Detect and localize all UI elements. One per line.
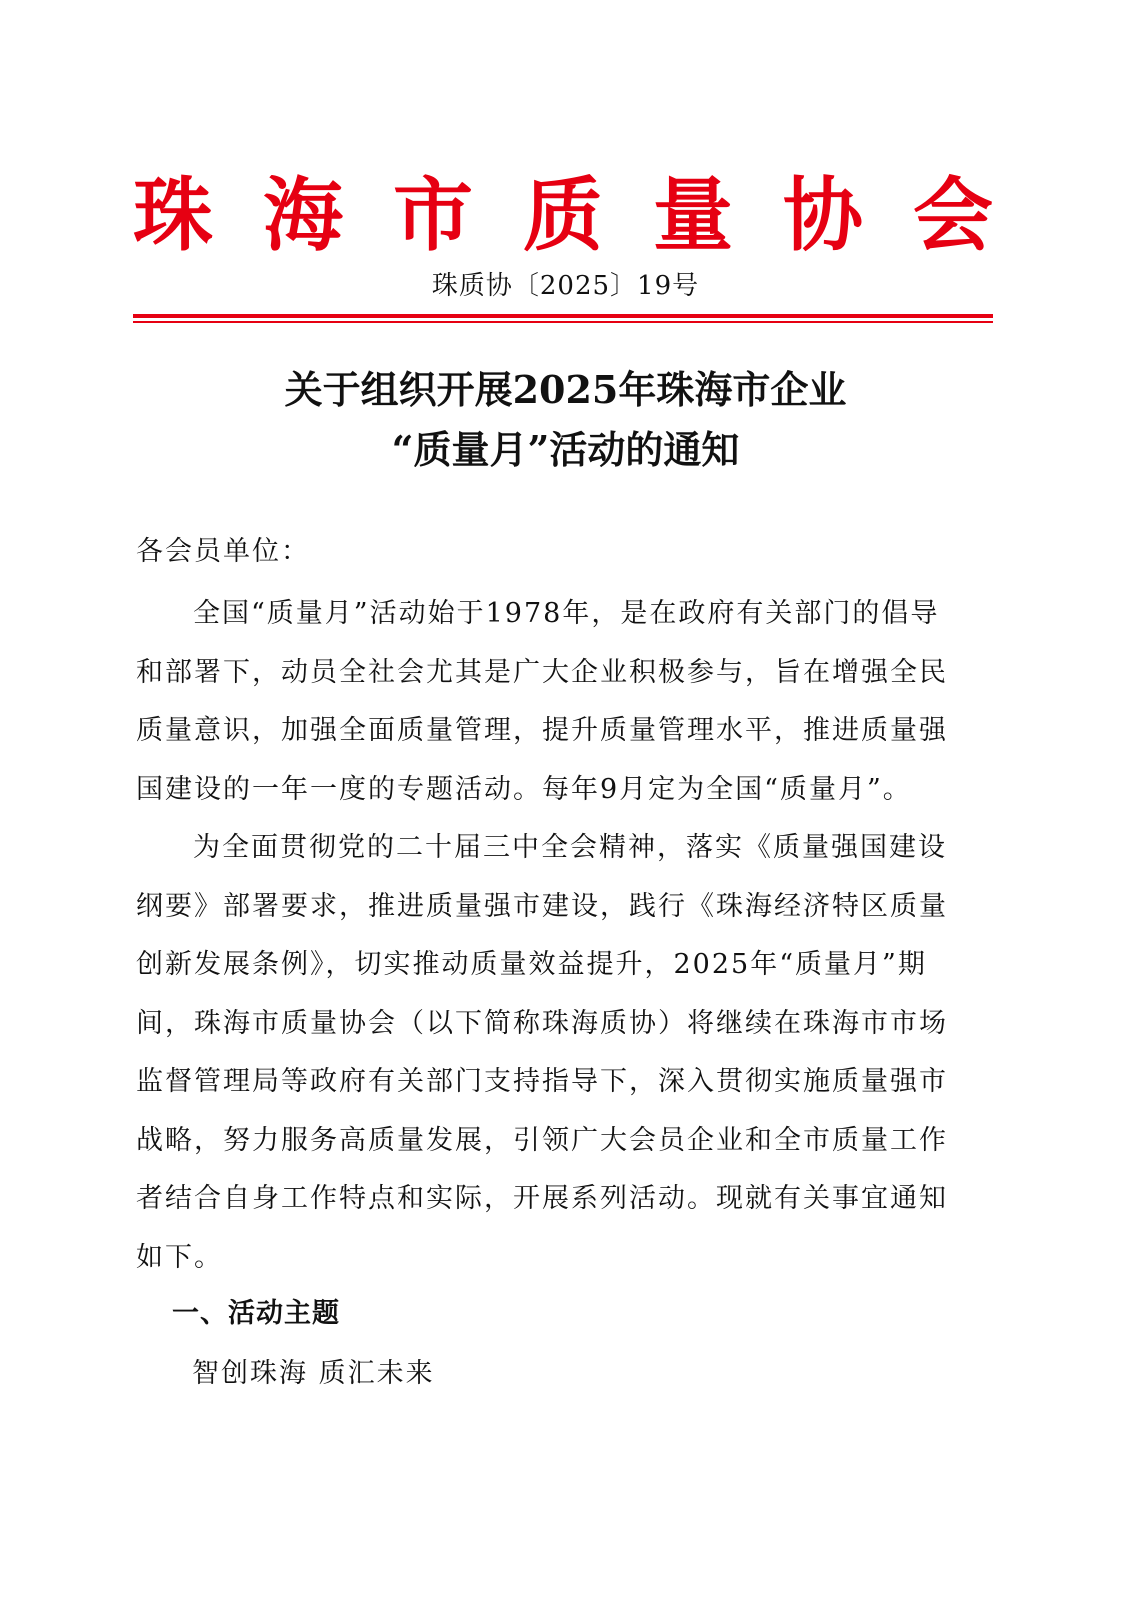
paragraph-purpose [136,819,996,1287]
paragraph-line: 监督管理局等政府有关部门支持指导下，深入贯彻实施质量强市 [136,1066,948,1097]
org-name-char: 量 [653,169,733,262]
paragraph-line: 和部署下，动员全社会尤其是广大企业积极参与，旨在增强全民 [136,656,948,688]
paragraph-line: 战略，努力服务高质量发展，引领广大会员企业和全市质量工作 [136,1124,948,1156]
activity-theme: 智创珠海 质汇未来 [192,1358,435,1389]
paragraph-line: 创新发展条例》，切实推动质量效益提升，2025年“质量月”期 [136,949,927,980]
paragraph-line: 质量意识，加强全面质量管理，提升质量管理水平，推进质量强 [136,715,948,746]
section-heading: 一、活动主题 [172,1298,340,1329]
header-divider-thick [133,314,993,318]
paragraph-line: 如下。 [136,1241,223,1273]
salutation: 各会员单位： [136,536,310,567]
org-name-char: 珠 [133,169,213,262]
paragraph-line: 全国“质量月”活动始于1978年，是在政府有关部门的倡导 [193,598,940,629]
paragraph-line: 国建设的一年一度的专题活动。每年9月定为全国“质量月”。 [136,773,912,805]
paragraph-line: 间，珠海市质量协会（以下简称珠海质协）将继续在珠海市市场 [136,1007,948,1039]
org-name-char: 会 [913,169,993,262]
paragraph-line: 者结合自身工作特点和实际，开展系列活动。现就有关事宜通知 [136,1183,948,1214]
paragraph-intro [136,585,996,819]
header-divider-thin [133,321,993,323]
org-name-char: 海 [263,169,343,262]
org-name-char: 质 [523,169,603,262]
organization-header [133,168,993,263]
document-number: 珠质协〔2025〕19号 [431,271,700,301]
title-line: 关于组织开展2025年珠海市企业 [284,367,847,412]
document-title [0,360,1131,480]
org-name-char: 协 [783,169,863,262]
title-line: “质量月”活动的通知 [391,427,740,472]
paragraph-line: 纲要》部署要求，推进质量强市建设，践行《珠海经济特区质量 [136,890,948,922]
paragraph-line: 为全面贯彻党的二十届三中全会精神，落实《质量强国建设 [193,832,947,863]
org-name-char: 市 [393,169,473,262]
